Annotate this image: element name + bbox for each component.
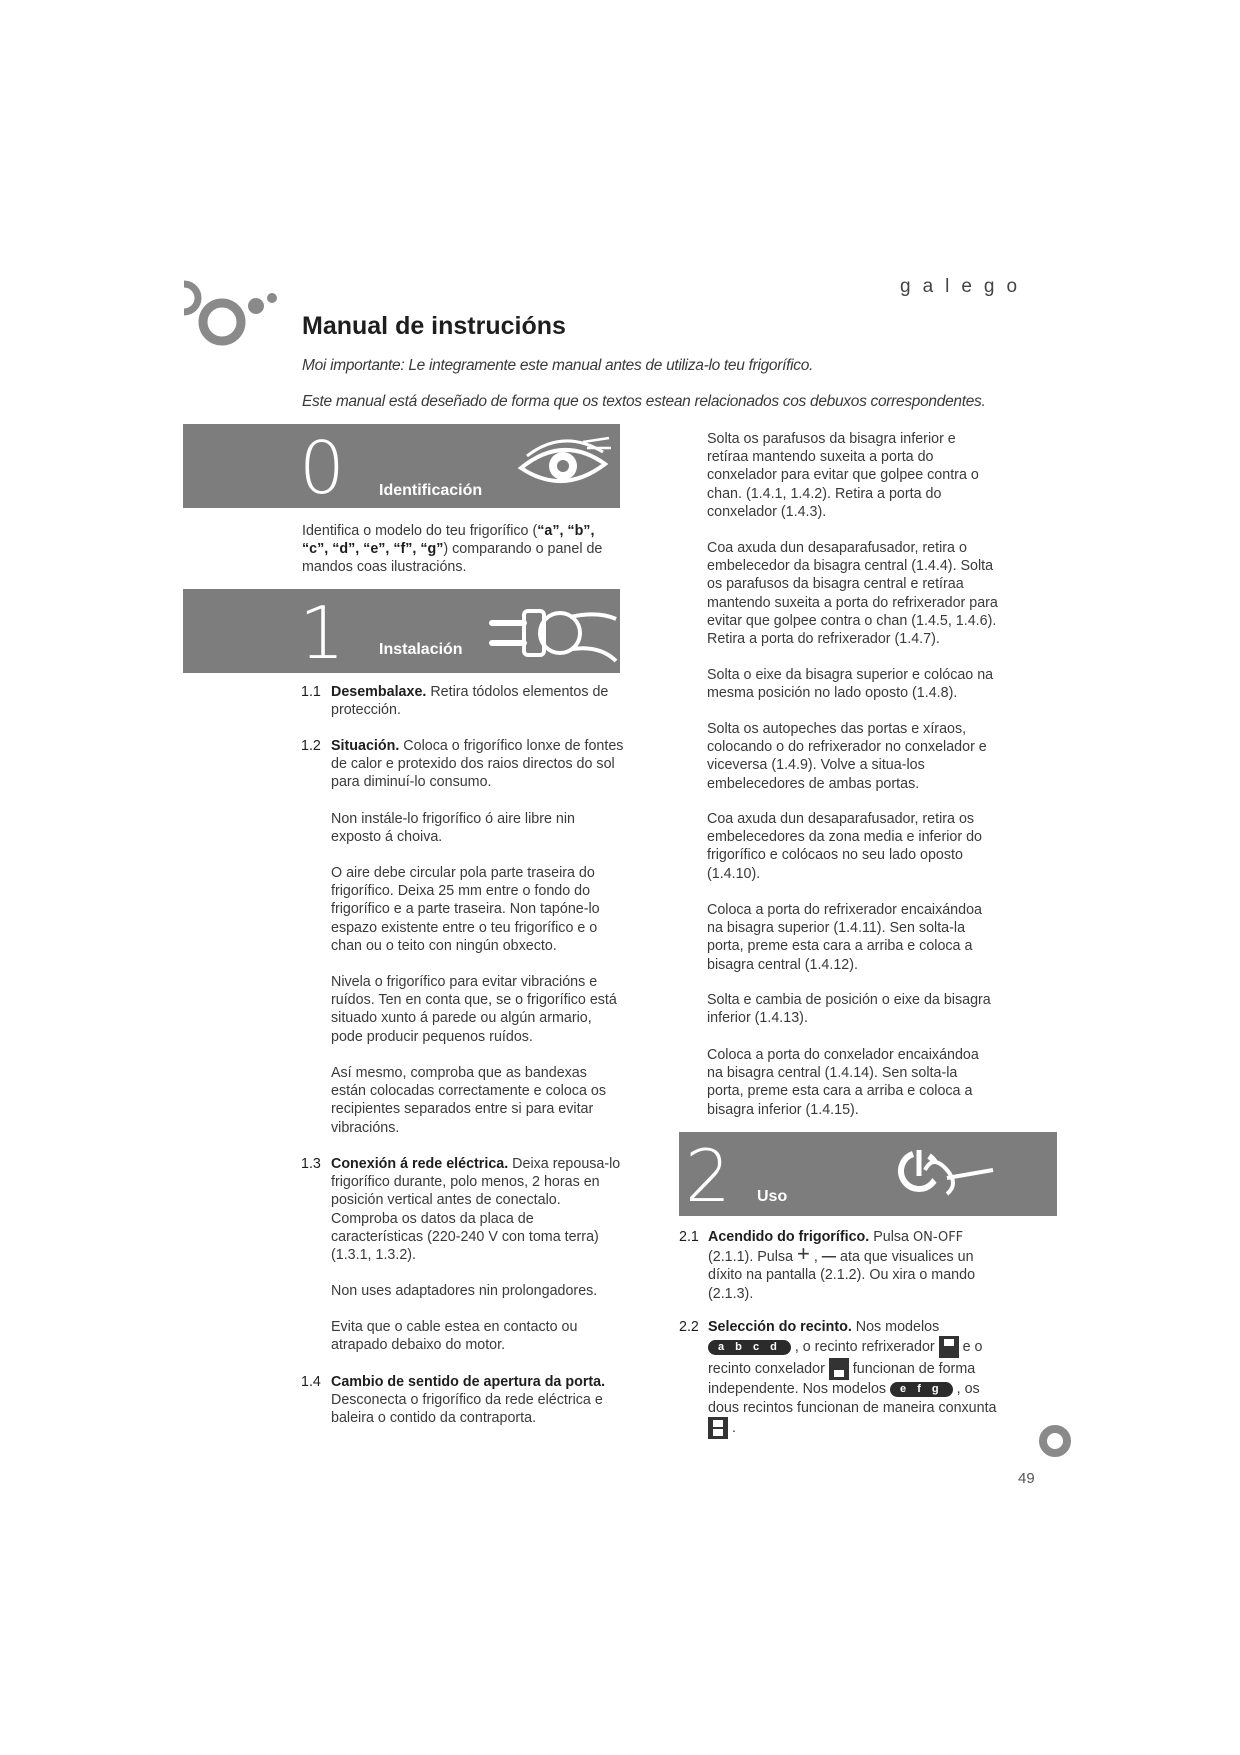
- subtitle-design: Este manual está deseñado de forma que os textos estean relacionados cos debuxos correspondentes.: [302, 393, 986, 410]
- item-1-3: 1.3 Conexión á rede eléctrica. Deixa repousa-lo frigorífico durante, polo menos, 2 horas en posición vertical antes de conectalo. Comproba os datos da placa de características (220-240 V con toma terra) (1.3.1, 1.3.2).: [301, 1156, 621, 1264]
- section-0-header: [183, 424, 620, 508]
- item-1-4: 1.4 Cambio de sentido de apertura da porta. Desconecta o frigorífico da rede eléctrica e baleira o contido da contraporta.: [301, 1374, 606, 1427]
- section-number: 0: [299, 426, 345, 510]
- paragraph: Coa axuda dun desaparafusador, retira os embelecedores da zona media e inferior do frigorífico e colócaos no seu lado oposto (1.4.10).: [707, 811, 982, 882]
- model-badge-abcd: a b c d: [708, 1340, 791, 1355]
- language-label: galego: [900, 276, 1030, 297]
- page-title: Manual de instrucións: [302, 312, 566, 340]
- item-1-1: 1.1 Desembalaxe. Retira tódolos elementos de protección.: [301, 684, 609, 719]
- item-heading: Situación.: [331, 738, 400, 754]
- paragraph: Solta o eixe da bisagra superior e colócao na mesma posición no lado oposto (1.4.8).: [707, 667, 994, 702]
- paragraph: Non instále-lo frigorífico ó aire libre nin exposto á choiva.: [331, 811, 575, 846]
- identification-text: Identifica o modelo do teu frigorífico (“a”, “b”, “c”, “d”, “e”, “f”, “g”) comparando o panel de mandos coas ilustracións.: [302, 523, 603, 576]
- item-heading: Conexión á rede eléctrica.: [331, 1156, 509, 1172]
- item-heading: Acendido do frigorífico.: [708, 1229, 870, 1245]
- paragraph: Solta e cambia de posición o eixe da bisagra inferior (1.4.13).: [707, 992, 991, 1027]
- paragraph: Nivela o frigorífico para evitar vibracións e ruídos. Ten en conta que, se o frigorífico está situado xunto á parede ou algún armario, pode producir pequenos ruídos.: [331, 974, 617, 1045]
- paragraph: Coloca a porta do refrixerador encaixándoa na bisagra superior (1.4.11). Sen solta-la porta, preme esta cara a arriba e coloca a bisagra central (1.4.12).: [707, 902, 982, 973]
- section-number: 2: [685, 1134, 731, 1218]
- paragraph: Así mesmo, comproba que as bandexas están colocadas correctamente e coloca os recipientes separados entre si para evitar vibracións.: [331, 1065, 606, 1136]
- paragraph: Coloca a porta do conxelador encaixándoa na bisagra central (1.4.14). Sen solta-la porta, preme esta cara a arriba e coloca a bisagra inferior (1.4.15).: [707, 1047, 979, 1118]
- subtitle-important: Moi importante: Le integramente este manual antes de utiliza-lo teu frigorífico.: [302, 357, 814, 374]
- freezer-compartment-icon: [829, 1358, 849, 1380]
- paragraph: Solta os autopeches das portas e xíraos, colocando o do refrixerador no conxelador e viceversa (1.4.9). Volve a situa-los embelecedores de ambas portas.: [707, 721, 987, 792]
- section-1-header: [183, 589, 620, 673]
- item-1-2: 1.2 Situación. Coloca o frigorífico lonxe de fontes de calor e protexido dos raios directos do sol para diminuí-lo consumo.: [301, 738, 624, 791]
- paragraph: Solta os parafusos da bisagra inferior e retíraa mantendo suxeita a porta do conxelador para evitar que golpee contra o chan. (1.4.1, 1.4.2). Retira a porta do conxelador (1.4.3).: [707, 431, 979, 520]
- combined-compartment-icon: [708, 1417, 728, 1439]
- plug-icon: [488, 597, 618, 667]
- brand-logo: [178, 278, 278, 354]
- refrigerator-compartment-icon: [939, 1336, 959, 1358]
- section-label: Instalación: [379, 641, 463, 658]
- plus-icon: +: [797, 1241, 810, 1267]
- item-2-2: 2.2 Selección do recinto. Nos modelos a b c d , o recinto refrixerador e o recinto conxelador funcionan de forma independente. Nos modelos e f g , os dous recintos funcionan de maneira conxunta .: [679, 1318, 1019, 1418]
- paragraph: Evita que o cable estea en contacto ou atrapado debaixo do motor.: [331, 1319, 578, 1354]
- section-label: Uso: [757, 1188, 788, 1205]
- minus-icon: —: [821, 1249, 837, 1266]
- item-heading: Selección do recinto.: [708, 1319, 852, 1335]
- item-heading: Desembalaxe.: [331, 684, 427, 700]
- paragraph: Coa axuda dun desaparafusador, retira o embelecedor da bisagra central (1.4.4). Solta os parafusos da bisagra central e retíraa mantendo suxeita a porta do refrixerador para evitar que golpee contra o chan (1.4.5, 1.4.6). Retira a porta do refrixerador (1.4.7).: [707, 540, 998, 648]
- paragraph: Non uses adaptadores nin prolongadores.: [331, 1283, 598, 1299]
- model-badge-efg: e f g: [890, 1382, 953, 1397]
- ring-icon: [1038, 1424, 1072, 1458]
- paragraph: O aire debe circular pola parte traseira do frigorífico. Deixa 25 mm entre o fondo do frigorífico e a parte traseira. Non tapóne-lo espazo existente entre o teu frigorífico e o chan ou o teito con ningún obxecto.: [331, 865, 600, 954]
- page-number: 49: [1018, 1470, 1035, 1487]
- item-2-1: 2.1 Acendido do frigorífico. Pulsa ON-OFF (2.1.1). Pulsa + , — ata que visualices un díxito na pantalla (2.1.2). Ou xira o mando (2.1.3).: [679, 1229, 976, 1302]
- section-number: 1: [299, 591, 345, 675]
- on-off-label: ON-OFF: [912, 1230, 964, 1245]
- item-heading: Cambio de sentido de apertura da porta.: [331, 1374, 606, 1390]
- section-label: Identificación: [379, 482, 483, 499]
- section-2-header: [679, 1132, 1057, 1216]
- eye-icon: [513, 434, 613, 494]
- power-button-icon: [889, 1146, 1009, 1206]
